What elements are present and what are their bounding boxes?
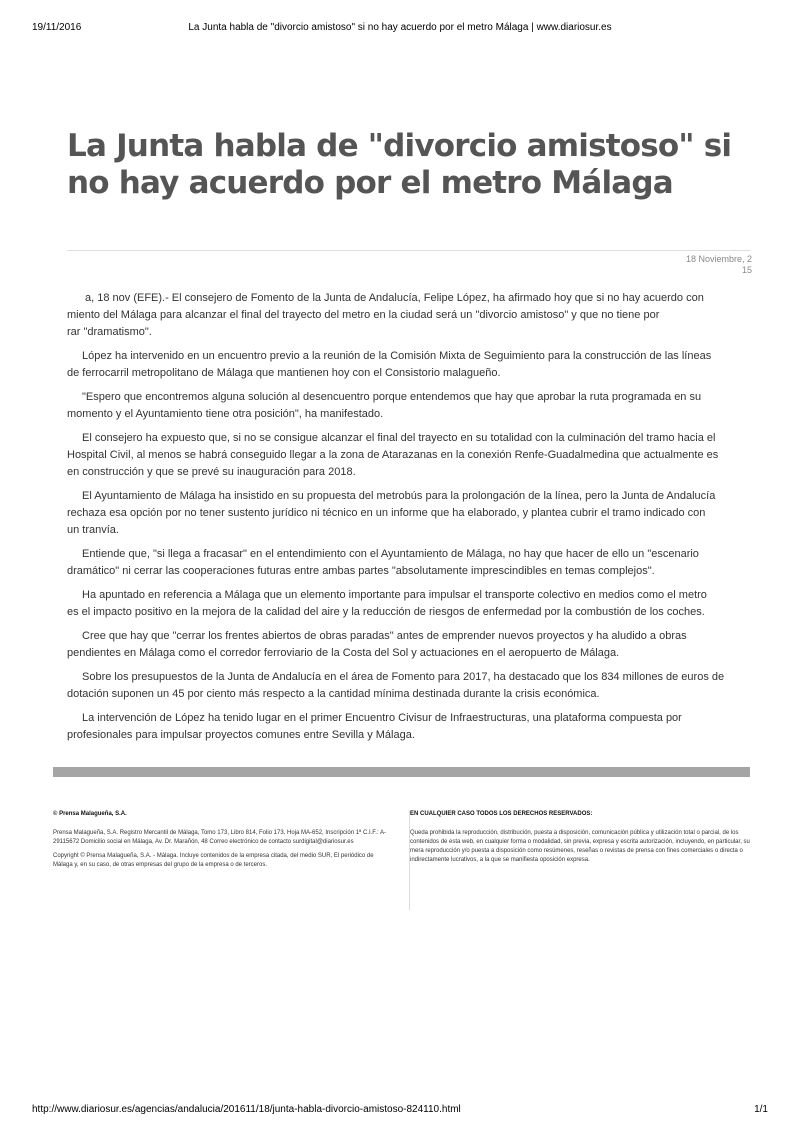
paragraph-line: es el impacto positivo en la mejora de la calidad del aire y la reducción de riesgos de enfermedad por la combustión de los coches. (67, 606, 705, 618)
paragraph-line: de ferrocarril metropolitano de Málaga que mantienen hoy con el Consistorio malagueño. (67, 367, 501, 379)
paragraph-line: un tranvía. (67, 524, 119, 536)
paragraph-line: Ha apuntado en referencia a Málaga que un elemento importante para impulsar el transporte colectivo en medios como el metro (82, 589, 707, 601)
paragraph-line: "Espero que encontremos alguna solución al desencuentro porque entendemos que hay que aprobar la ruta programada en su (82, 391, 702, 403)
divider (67, 250, 750, 251)
paragraph-line: Entiende que, "si llega a fracasar" en el entendimiento con el Ayuntamiento de Málaga, no hay que hacer de ello un "escenario (82, 548, 699, 560)
paragraph-line: Cree que hay que "cerrar los frentes abiertos de obras paradas" antes de emprender nuevos proyectos y ha aludido a obras (82, 630, 687, 642)
paragraph-line: rechaza esa opción por no tener sustento jurídico ni técnico en un informe que ha elaborado, y plantea cubrir el tramo indicado con (67, 507, 706, 519)
paragraph-line: El consejero ha expuesto que, si no se consigue alcanzar el final del trayecto en su totalidad con la culminación del tramo hacia el (82, 432, 716, 444)
paragraph-line: a, 18 nov (EFE).- El consejero de Fomento de la Junta de Andalucía, Felipe López, ha afirmado hoy que si no hay acuerdo con (85, 292, 704, 304)
print-header (32, 22, 768, 36)
paragraph-line: momento y el Ayuntamiento tiene otra posición", ha manifestado. (67, 408, 384, 420)
dateline-date: 18 Noviembre, 2 (685, 254, 752, 264)
footer-registry-text: Prensa Malagueña, S.A. Registro Mercantil de Málaga, Tomo 173, Libro 814, Folio 173, Hoja MA-652, Inscripción 1ª C.I.F.: A-29115672 Domicilio social en Málaga, Av. Dr. Marañón, 48 Correo electrónico de contacto surdigital@diariosur.es (53, 830, 386, 845)
footer-copyright-text: Copyright © Prensa Malagueña, S.A. - Málaga. Incluye contenidos de la empresa citada, del medio SUR, El periódico de Málaga y, en su caso, de otras empresas del grupo de la empresa o de terceros. (53, 853, 374, 868)
paragraph-line: pendientes en Málaga como el corredor ferroviario de la Costa del Sol y actuaciones en el aeropuerto de Málaga. (67, 647, 620, 659)
paragraph-line: Sobre los presupuestos de la Junta de Andalucía en el área de Fomento para 2017, ha destacado que los 834 millones de euros de (82, 671, 725, 683)
article-paragraph (67, 430, 750, 481)
article-title: La Junta habla de "divorcio amistoso" si no hay acuerdo por el metro Málaga (67, 128, 732, 201)
article-paragraph (67, 546, 750, 580)
paragraph-line: dotación suponen un 45 por ciento más respecto a la cantidad mínima destinada durante la crisis económica. (67, 688, 600, 700)
article-paragraph (67, 290, 750, 341)
paragraph-line: Hospital Civil, al menos se habrá conseguido llegar a la zona de Atarazanas en la conexión Renfe-Guadalmedina que actualmente es (67, 449, 719, 461)
print-page-title: La Junta habla de "divorcio amistoso" si no hay acuerdo por el metro Málaga | www.diariosur.es (188, 22, 612, 33)
article-body (67, 290, 750, 751)
print-date: 19/11/2016 (32, 22, 82, 33)
article-paragraph (67, 710, 750, 744)
print-footer (32, 1104, 768, 1118)
footer-company-heading: © Prensa Malagueña, S.A. (53, 811, 127, 817)
article-paragraph (67, 348, 750, 382)
paragraph-line: en construcción y que se prevé su inauguración para 2018. (67, 466, 356, 478)
paragraph-line: La intervención de López ha tenido lugar en el primer Encuentro Civisur de Infraestructuras, una plataforma compuesta por (82, 712, 682, 724)
footer-company-info (53, 810, 388, 875)
footer-rights-heading: EN CUALQUIER CASO TODOS LOS DERECHOS RESERVADOS: (410, 811, 593, 817)
article-paragraph (67, 587, 750, 621)
article-paragraph (67, 669, 750, 703)
paragraph-line: El Ayuntamiento de Málaga ha insistido en su propuesta del metrobús para la prolongación de la línea, pero la Junta de Andalucía (82, 490, 716, 502)
article-paragraph (67, 389, 750, 423)
footer-bar (53, 767, 750, 777)
print-page-number: 1/1 (754, 1104, 768, 1115)
print-url: http://www.diariosur.es/agencias/andalucia/201611/18/junta-habla-divorcio-amistoso-824110.html (32, 1104, 461, 1115)
article-dateline (686, 254, 752, 276)
article-paragraph (67, 488, 750, 539)
paragraph-line: profesionales para impulsar proyectos comunes entre Sevilla y Málaga. (67, 729, 415, 741)
dateline-time: 15 (741, 265, 752, 275)
footer-rights (409, 810, 751, 910)
paragraph-line: dramático" ni cerrar las cooperaciones futuras entre ambas partes "absolutamente imprescindibles en temas complejos". (67, 565, 655, 577)
site-footer (53, 810, 750, 910)
paragraph-line: miento del Málaga para alcanzar el final del trayecto del metro en la ciudad será un "divorcio amistoso" y que no tiene por (67, 309, 660, 321)
paragraph-line: López ha intervenido en un encuentro previo a la reunión de la Comisión Mixta de Seguimiento para la construcción de las líneas (82, 350, 712, 362)
article-paragraph (67, 628, 750, 662)
paragraph-line: rar "dramatismo". (67, 326, 152, 338)
footer-rights-text: Queda prohibida la reproducción, distribución, puesta a disposición, comunicación pública y utilización total o parcial, de los contenidos de esta web, en cualquier forma o modalidad, sin previa, expresa y escrita autorización, incluyendo, en particular, su mera reproducción y/o puesta a disposición como resúmenes, reseñas o revistas de prensa con fines comerciales o directa o indirectamente lucrativos, a la que se manifiesta oposición expresa. (410, 830, 750, 863)
